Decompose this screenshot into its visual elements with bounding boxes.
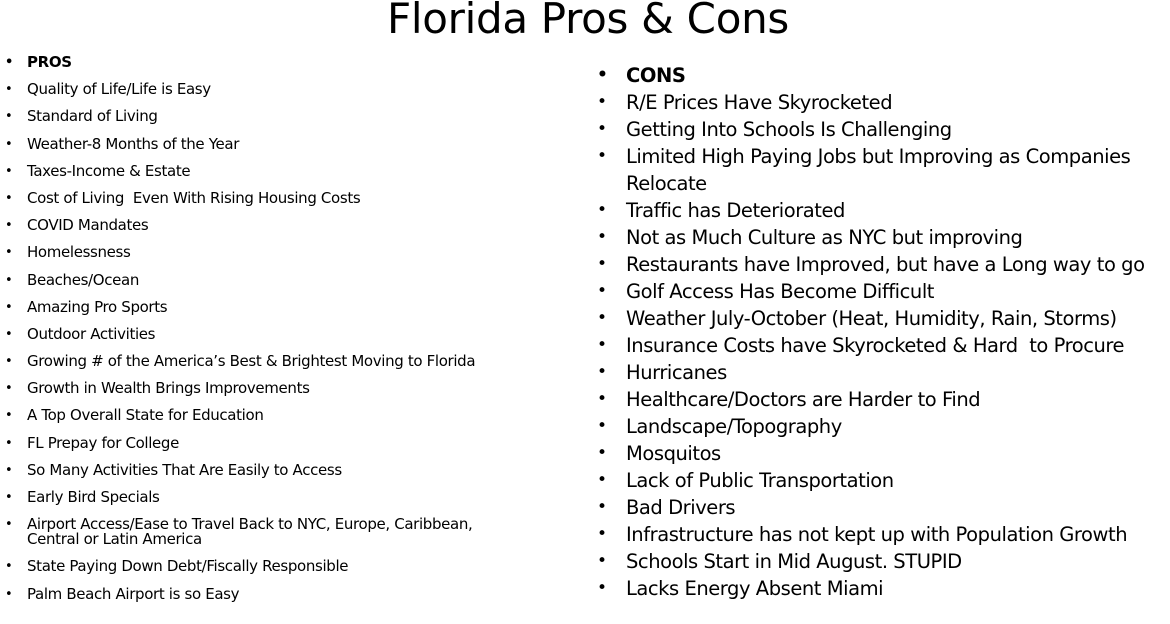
bullet-icon: • bbox=[5, 245, 13, 261]
cons-item-text: Weather July-October (Heat, Humidity, Rain, Storms) bbox=[626, 307, 1117, 330]
pros-item-text: Airport Access/Ease to Travel Back to NYC, Europe, Caribbean, Central or Latin America bbox=[27, 515, 473, 549]
pros-heading-item bbox=[5, 55, 565, 70]
cons-item bbox=[597, 278, 1167, 305]
bullet-icon: • bbox=[597, 119, 607, 139]
cons-item-text: Healthcare/Doctors are Harder to Find bbox=[626, 388, 981, 411]
bullet-icon: • bbox=[597, 281, 607, 301]
cons-item bbox=[597, 386, 1167, 413]
cons-item-text: Bad Drivers bbox=[626, 496, 736, 519]
cons-item bbox=[597, 224, 1167, 251]
pros-item bbox=[5, 433, 565, 452]
cons-item-text: Landscape/Topography bbox=[626, 415, 842, 438]
cons-item bbox=[597, 251, 1167, 278]
pros-item bbox=[5, 517, 507, 547]
pros-item-text: Homelessness bbox=[27, 243, 131, 262]
pros-item bbox=[5, 188, 565, 207]
bullet-icon: • bbox=[597, 416, 607, 436]
pros-item bbox=[5, 134, 565, 153]
bullet-icon: • bbox=[597, 362, 607, 382]
cons-item bbox=[597, 359, 1167, 386]
pros-item-text: Outdoor Activities bbox=[27, 324, 156, 343]
page-title: Florida Pros & Cons bbox=[387, 0, 789, 43]
pros-item-text: Palm Beach Airport is so Easy bbox=[27, 584, 240, 603]
bullet-icon: • bbox=[597, 470, 607, 490]
bullet-icon: • bbox=[5, 109, 13, 125]
bullet-icon: • bbox=[5, 299, 13, 315]
bullet-icon: • bbox=[5, 55, 13, 70]
bullet-icon: • bbox=[597, 308, 607, 328]
bullet-icon: • bbox=[597, 146, 607, 166]
bullet-icon: • bbox=[597, 551, 607, 571]
pros-item-text: Taxes-Income & Estate bbox=[27, 161, 191, 180]
bullet-icon: • bbox=[5, 272, 13, 288]
bullet-icon: • bbox=[5, 163, 13, 179]
cons-item-text: Getting Into Schools Is Challenging bbox=[626, 118, 952, 141]
bullet-icon: • bbox=[597, 65, 608, 85]
pros-item bbox=[5, 354, 565, 369]
cons-item bbox=[597, 440, 1167, 467]
pros-item-text: A Top Overall State for Education bbox=[27, 406, 264, 425]
cons-item bbox=[597, 467, 1167, 494]
cons-item-text: Insurance Costs have Skyrocketed & Hard to Procure bbox=[626, 334, 1125, 357]
cons-item bbox=[597, 89, 1167, 116]
pros-item-text: Growth in Wealth Brings Improvements bbox=[27, 379, 310, 398]
pros-item bbox=[5, 161, 565, 180]
bullet-icon: • bbox=[5, 559, 13, 575]
pros-item bbox=[5, 324, 565, 343]
cons-item bbox=[597, 332, 1167, 359]
pros-item-text: Quality of Life/Life is Easy bbox=[27, 80, 211, 99]
cons-item-text: Schools Start in Mid August. STUPID bbox=[626, 550, 962, 573]
pros-item bbox=[5, 408, 565, 423]
pros-item bbox=[5, 490, 565, 505]
bullet-icon: • bbox=[597, 524, 607, 544]
cons-item-text: Not as Much Culture as NYC but improving bbox=[626, 226, 1023, 249]
pros-item bbox=[5, 218, 565, 233]
bullet-icon: • bbox=[597, 335, 607, 355]
pros-item bbox=[5, 270, 565, 289]
pros-item bbox=[5, 109, 565, 124]
cons-item bbox=[597, 197, 1167, 224]
cons-item-text: Limited High Paying Jobs but Improving as Companies Relocate bbox=[626, 145, 1131, 195]
pros-item-text: Standard of Living bbox=[27, 107, 158, 126]
cons-item bbox=[597, 575, 1167, 602]
bullet-icon: • bbox=[597, 443, 607, 463]
bullet-icon: • bbox=[5, 326, 13, 342]
pros-item bbox=[5, 584, 565, 603]
cons-item-text: Traffic has Deteriorated bbox=[626, 199, 845, 222]
cons-item-text: R/E Prices Have Skyrocketed bbox=[626, 91, 893, 114]
pros-item bbox=[5, 297, 565, 316]
cons-item-text: Golf Access Has Become Difficult bbox=[626, 280, 934, 303]
bullet-icon: • bbox=[597, 578, 607, 598]
pros-item bbox=[5, 381, 565, 396]
bullet-icon: • bbox=[5, 218, 13, 234]
pros-item bbox=[5, 460, 565, 479]
cons-item bbox=[597, 413, 1167, 440]
bullet-icon: • bbox=[5, 435, 13, 451]
pros-item bbox=[5, 82, 565, 97]
bullet-icon: • bbox=[597, 227, 607, 247]
cons-item bbox=[597, 548, 1167, 575]
cons-item-text: Restaurants have Improved, but have a Long way to go bbox=[626, 253, 1145, 276]
pros-item-text: So Many Activities That Are Easily to Access bbox=[27, 460, 342, 479]
cons-item bbox=[597, 143, 1156, 197]
bullet-icon: • bbox=[597, 389, 607, 409]
bullet-icon: • bbox=[597, 92, 607, 112]
pros-item bbox=[5, 559, 565, 574]
cons-item bbox=[597, 305, 1167, 332]
bullet-icon: • bbox=[597, 200, 607, 220]
pros-heading: PROS bbox=[27, 53, 72, 71]
cons-item-text: Hurricanes bbox=[626, 361, 727, 384]
cons-heading-item bbox=[597, 62, 1167, 89]
bullet-icon: • bbox=[5, 408, 13, 424]
bullet-icon: • bbox=[5, 490, 13, 505]
cons-item-text: Mosquitos bbox=[626, 442, 721, 465]
bullet-icon: • bbox=[597, 254, 607, 274]
cons-heading: CONS bbox=[626, 64, 686, 87]
pros-item-text: Cost of Living Even With Rising Housing Costs bbox=[27, 188, 361, 207]
bullet-icon: • bbox=[5, 136, 13, 152]
bullet-icon: • bbox=[5, 354, 13, 370]
pros-item-text: COVID Mandates bbox=[27, 216, 149, 235]
pros-item-text: Amazing Pro Sports bbox=[27, 297, 168, 316]
pros-item-text: Weather-8 Months of the Year bbox=[27, 134, 240, 153]
pros-item-text: Beaches/Ocean bbox=[27, 270, 139, 289]
pros-item-text: FL Prepay for College bbox=[27, 433, 179, 452]
bullet-icon: • bbox=[5, 381, 13, 397]
bullet-icon: • bbox=[5, 82, 13, 98]
pros-item-text: Early Bird Specials bbox=[27, 488, 160, 506]
cons-item-text: Lack of Public Transportation bbox=[626, 469, 894, 492]
cons-item bbox=[597, 116, 1167, 143]
cons-item-text: Infrastructure has not kept up with Population Growth bbox=[626, 523, 1128, 546]
pros-item bbox=[5, 245, 565, 260]
cons-item bbox=[597, 521, 1167, 548]
cons-item bbox=[597, 494, 1167, 521]
bullet-icon: • bbox=[5, 462, 13, 478]
cons-list bbox=[597, 62, 1167, 602]
bullet-icon: • bbox=[597, 497, 607, 517]
cons-item-text: Lacks Energy Absent Miami bbox=[626, 577, 884, 600]
pros-item-text: State Paying Down Debt/Fiscally Responsible bbox=[27, 557, 349, 576]
bullet-icon: • bbox=[5, 190, 13, 206]
bullet-icon: • bbox=[5, 517, 13, 533]
bullet-icon: • bbox=[5, 586, 13, 602]
pros-item-text: Growing # of the America’s Best & Brightest Moving to Florida bbox=[27, 352, 476, 371]
pros-list bbox=[5, 55, 565, 614]
